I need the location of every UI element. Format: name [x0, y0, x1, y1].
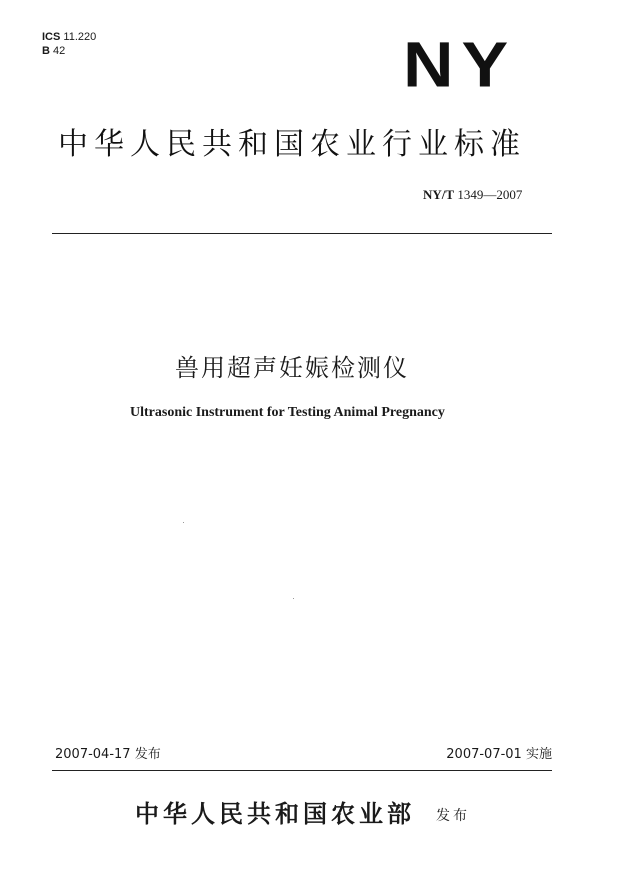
class-label: B	[42, 45, 50, 57]
ny-logo: NY	[403, 28, 517, 101]
class-value: 42	[53, 45, 66, 57]
classification-codes	[42, 30, 96, 58]
standard-number-prefix: NY/T	[423, 187, 455, 202]
scan-speck	[183, 522, 184, 523]
scan-speck	[293, 598, 294, 599]
issue-date-label: 发布	[134, 747, 161, 762]
issue-date	[55, 746, 161, 764]
implementation-date-label: 实施	[525, 747, 552, 762]
implementation-date-value: 2007-07-01	[446, 747, 522, 762]
standard-number	[423, 187, 522, 203]
bottom-divider	[52, 770, 552, 771]
standard-category-title: 中华人民共和国农业行业标准	[58, 127, 526, 162]
document-title-english: Ultrasonic Instrument for Testing Animal Pregnancy	[130, 405, 445, 420]
implementation-date	[446, 746, 552, 764]
document-title-chinese: 兽用超声妊娠检测仪	[175, 354, 409, 382]
ics-code	[42, 30, 96, 44]
top-divider	[52, 233, 552, 234]
issue-date-value: 2007-04-17	[55, 747, 131, 762]
issuing-authority-suffix: 发布	[436, 808, 470, 824]
ics-value: 11.220	[63, 31, 97, 43]
ics-label: ICS	[42, 31, 61, 43]
standard-number-value: 1349—2007	[457, 187, 523, 202]
issuing-authority: 中华人民共和国农业部	[135, 799, 415, 828]
class-code	[42, 44, 96, 58]
